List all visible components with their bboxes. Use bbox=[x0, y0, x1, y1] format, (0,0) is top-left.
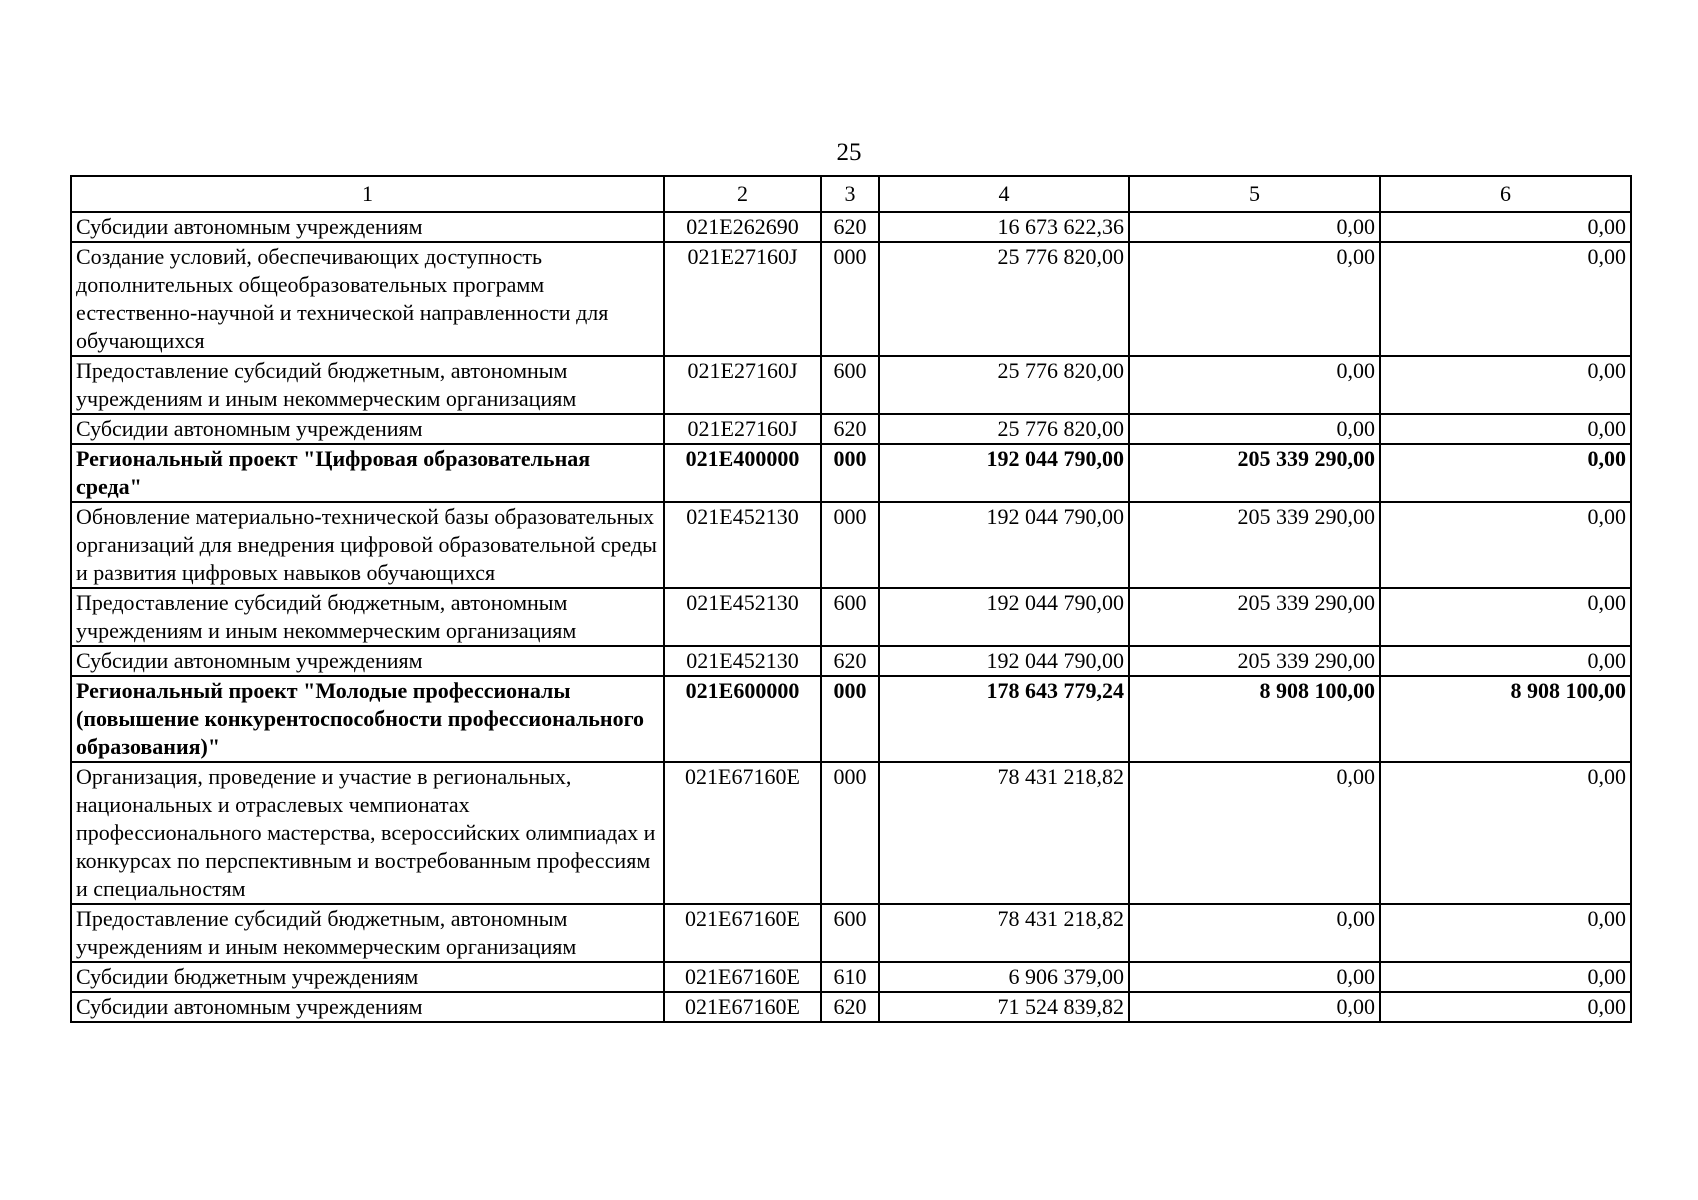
row-value-col6: 0,00 bbox=[1380, 444, 1631, 502]
row-code-cell: 021E27160J bbox=[664, 414, 821, 444]
row-name-cell: Субсидии автономным учреждениям bbox=[71, 414, 664, 444]
row-name-cell: Обновление материально-технической базы образовательных организаций для внедрения цифровой образовательной среды и развития цифровых навыков обучающихся bbox=[71, 502, 664, 588]
row-value-col6: 0,00 bbox=[1380, 414, 1631, 444]
row-name-cell: Субсидии бюджетным учреждениям bbox=[71, 962, 664, 992]
table-row bbox=[71, 588, 1631, 646]
row-name-cell: Предоставление субсидий бюджетным, автономным учреждениям и иным некоммерческим организациям bbox=[71, 588, 664, 646]
header-col-2: 2 bbox=[664, 176, 821, 212]
row-value-col6: 0,00 bbox=[1380, 962, 1631, 992]
row-kind-cell: 620 bbox=[821, 414, 879, 444]
row-value-col4: 78 431 218,82 bbox=[879, 904, 1129, 962]
row-name-cell: Предоставление субсидий бюджетным, автономным учреждениям и иным некоммерческим организациям bbox=[71, 904, 664, 962]
row-kind-cell: 620 bbox=[821, 646, 879, 676]
table-body bbox=[71, 212, 1631, 1022]
row-value-col4: 25 776 820,00 bbox=[879, 414, 1129, 444]
table-row bbox=[71, 212, 1631, 242]
header-col-3: 3 bbox=[821, 176, 879, 212]
row-name-cell: Создание условий, обеспечивающих доступность дополнительных общеобразовательных программ естественно-научной и технической направленности для обучающихся bbox=[71, 242, 664, 356]
row-kind-cell: 000 bbox=[821, 444, 879, 502]
row-code-cell: 021E452130 bbox=[664, 588, 821, 646]
row-value-col4: 178 643 779,24 bbox=[879, 676, 1129, 762]
row-value-col5: 205 339 290,00 bbox=[1129, 588, 1380, 646]
row-value-col4: 6 906 379,00 bbox=[879, 962, 1129, 992]
row-value-col5: 205 339 290,00 bbox=[1129, 502, 1380, 588]
row-kind-cell: 000 bbox=[821, 502, 879, 588]
row-value-col4: 192 044 790,00 bbox=[879, 588, 1129, 646]
row-value-col5: 0,00 bbox=[1129, 992, 1380, 1022]
row-value-col6: 0,00 bbox=[1380, 762, 1631, 904]
row-value-col5: 0,00 bbox=[1129, 414, 1380, 444]
header-col-6: 6 bbox=[1380, 176, 1631, 212]
row-value-col4: 192 044 790,00 bbox=[879, 502, 1129, 588]
row-kind-cell: 620 bbox=[821, 992, 879, 1022]
table-row bbox=[71, 444, 1631, 502]
row-code-cell: 021E67160E bbox=[664, 762, 821, 904]
table-row bbox=[71, 904, 1631, 962]
row-value-col6: 0,00 bbox=[1380, 502, 1631, 588]
table-row bbox=[71, 242, 1631, 356]
row-value-col5: 0,00 bbox=[1129, 242, 1380, 356]
table-row bbox=[71, 646, 1631, 676]
row-kind-cell: 620 bbox=[821, 212, 879, 242]
row-value-col4: 16 673 622,36 bbox=[879, 212, 1129, 242]
row-value-col5: 0,00 bbox=[1129, 762, 1380, 904]
row-kind-cell: 600 bbox=[821, 588, 879, 646]
row-value-col6: 0,00 bbox=[1380, 588, 1631, 646]
row-value-col4: 25 776 820,00 bbox=[879, 242, 1129, 356]
row-kind-cell: 000 bbox=[821, 242, 879, 356]
table-row bbox=[71, 676, 1631, 762]
budget-table bbox=[70, 175, 1632, 1023]
row-code-cell: 021E400000 bbox=[664, 444, 821, 502]
row-kind-cell: 600 bbox=[821, 356, 879, 414]
row-name-cell: Субсидии автономным учреждениям bbox=[71, 212, 664, 242]
row-value-col4: 71 524 839,82 bbox=[879, 992, 1129, 1022]
row-value-col6: 0,00 bbox=[1380, 646, 1631, 676]
row-kind-cell: 610 bbox=[821, 962, 879, 992]
header-col-1: 1 bbox=[71, 176, 664, 212]
row-value-col4: 78 431 218,82 bbox=[879, 762, 1129, 904]
table-row bbox=[71, 762, 1631, 904]
table-header-row bbox=[71, 176, 1631, 212]
row-kind-cell: 000 bbox=[821, 762, 879, 904]
row-code-cell: 021E600000 bbox=[664, 676, 821, 762]
row-value-col6: 0,00 bbox=[1380, 992, 1631, 1022]
row-value-col5: 0,00 bbox=[1129, 212, 1380, 242]
row-value-col5: 8 908 100,00 bbox=[1129, 676, 1380, 762]
row-name-cell: Региональный проект "Цифровая образовательная среда" bbox=[71, 444, 664, 502]
row-value-col5: 0,00 bbox=[1129, 904, 1380, 962]
row-value-col5: 0,00 bbox=[1129, 962, 1380, 992]
row-value-col5: 205 339 290,00 bbox=[1129, 444, 1380, 502]
row-value-col6: 0,00 bbox=[1380, 242, 1631, 356]
table-row bbox=[71, 414, 1631, 444]
row-code-cell: 021E452130 bbox=[664, 646, 821, 676]
row-value-col4: 192 044 790,00 bbox=[879, 444, 1129, 502]
table-row bbox=[71, 992, 1631, 1022]
row-value-col6: 8 908 100,00 bbox=[1380, 676, 1631, 762]
page-number: 25 bbox=[836, 139, 862, 166]
row-value-col4: 192 044 790,00 bbox=[879, 646, 1129, 676]
row-code-cell: 021E67160E bbox=[664, 992, 821, 1022]
table-row bbox=[71, 962, 1631, 992]
row-value-col6: 0,00 bbox=[1380, 904, 1631, 962]
row-kind-cell: 000 bbox=[821, 676, 879, 762]
row-code-cell: 021E67160E bbox=[664, 904, 821, 962]
row-value-col6: 0,00 bbox=[1380, 212, 1631, 242]
row-value-col5: 205 339 290,00 bbox=[1129, 646, 1380, 676]
row-code-cell: 021E67160E bbox=[664, 962, 821, 992]
table-row bbox=[71, 502, 1631, 588]
row-code-cell: 021E27160J bbox=[664, 356, 821, 414]
row-name-cell: Субсидии автономным учреждениям bbox=[71, 992, 664, 1022]
row-name-cell: Организация, проведение и участие в региональных, национальных и отраслевых чемпионатах профессионального мастерства, всероссийских олимпиадах и конкурсах по перспективным и востребованным профессиям и специальностям bbox=[71, 762, 664, 904]
row-name-cell: Предоставление субсидий бюджетным, автономным учреждениям и иным некоммерческим организациям bbox=[71, 356, 664, 414]
header-col-4: 4 bbox=[879, 176, 1129, 212]
row-code-cell: 021E27160J bbox=[664, 242, 821, 356]
row-name-cell: Субсидии автономным учреждениям bbox=[71, 646, 664, 676]
row-code-cell: 021E452130 bbox=[664, 502, 821, 588]
row-value-col6: 0,00 bbox=[1380, 356, 1631, 414]
table-row bbox=[71, 356, 1631, 414]
row-code-cell: 021E262690 bbox=[664, 212, 821, 242]
row-value-col4: 25 776 820,00 bbox=[879, 356, 1129, 414]
header-col-5: 5 bbox=[1129, 176, 1380, 212]
row-value-col5: 0,00 bbox=[1129, 356, 1380, 414]
row-kind-cell: 600 bbox=[821, 904, 879, 962]
row-name-cell: Региональный проект "Молодые профессионалы (повышение конкурентоспособности профессионального образования)" bbox=[71, 676, 664, 762]
